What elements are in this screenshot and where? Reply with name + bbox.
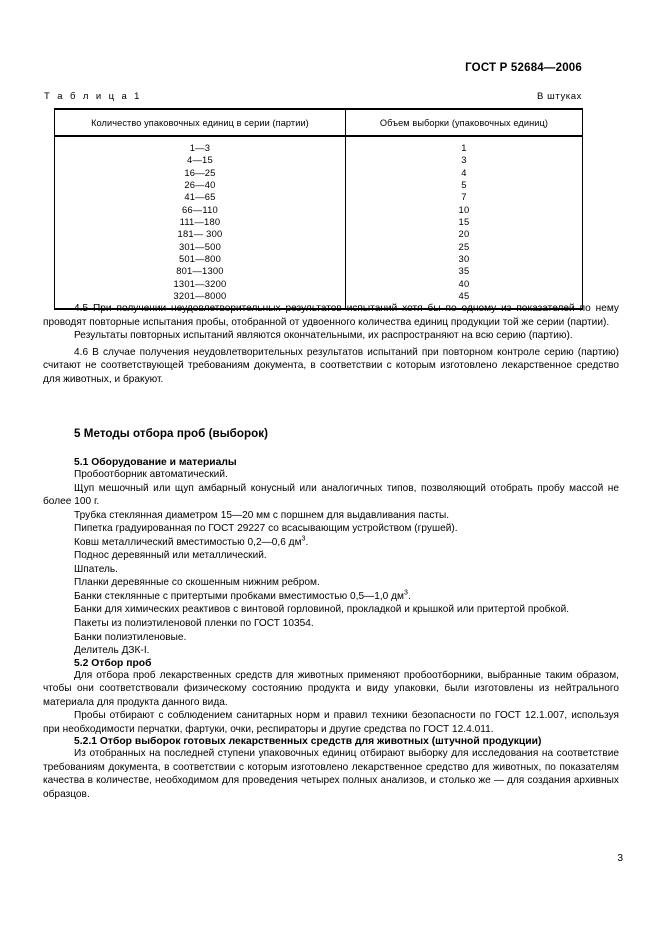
equipment-item-5-suffix: .: [305, 536, 309, 548]
table-row: [55, 216, 583, 228]
clause-5-2-paragraph-a: Для отбора проб лекарственных средств для животных применяют пробоотборники, выбранные таким образом, чтобы они соответствовали физическому состоянию продукта и виду упаковки, были изготовлены из нейтрального материала для продукта данного вида.: [43, 669, 619, 708]
table-cell-lot-size: 41—65: [55, 191, 346, 203]
table-cell-lot-size: 801—1300: [55, 265, 346, 277]
table-header-row: [55, 109, 583, 136]
equipment-item-9-text: Банки стеклянные с притертыми пробками вместимостью 0,5—1,0 дм: [74, 590, 404, 602]
table-cell-sample-size: 5: [345, 179, 582, 191]
equipment-item-11: Пакеты из полиэтиленовой пленки по ГОСТ 10354.: [74, 618, 314, 630]
equipment-item-5-text: Ковш металлический вместимостью 0,2—0,6 дм: [74, 536, 302, 548]
table-row: [55, 136, 583, 154]
subsection-5-2-heading: 5.2 Отбор проб: [74, 657, 152, 669]
table-row: [55, 204, 583, 216]
standard-identifier: ГОСТ Р 52684—2006: [465, 62, 582, 74]
table-cell-sample-size: 7: [345, 191, 582, 203]
subsection-5-1-block: [43, 457, 619, 802]
equipment-item-9-suffix: .: [407, 590, 411, 602]
table-cell-sample-size: 4: [345, 167, 582, 179]
table-cell-sample-size: 10: [345, 204, 582, 216]
table-row: [55, 241, 583, 253]
table-cell-lot-size: 301—500: [55, 241, 346, 253]
page-number: 3: [617, 853, 623, 864]
equipment-item-13: Делитель ДЗК-I.: [74, 645, 150, 657]
clause-4-5-paragraph: 4.5 При получении неудовлетворительных результатов испытаний хотя бы по одному из показателей по нему проводят повторные испытания пробы, отобранной от удвоенного количества единиц продукции той же серии (партии).: [43, 303, 619, 328]
equipment-item-1: Пробоотборник автоматический.: [74, 469, 228, 480]
cubic-decimeter-exponent: 3: [301, 535, 306, 543]
equipment-item-6: Поднос деревянный или металлический.: [74, 550, 267, 562]
table-cell-sample-size: 35: [345, 265, 582, 277]
equipment-item-8: Планки деревянные со скошенным нижним ребром.: [74, 577, 320, 589]
table-row: [55, 253, 583, 265]
table-cell-sample-size: 30: [345, 253, 582, 265]
equipment-item-5: [43, 536, 619, 550]
clause-5-2-1-paragraph: Из отобранных на последней ступени упаковочных единиц отбирают выборку для исследования на соответствие требованиям документа, в соответствии с которым изготовлено лекарственное средство для животных, по показателям качества в количестве, необходимом для проведения четырех полных анализов, и столько же — для создания архивных образцов.: [43, 748, 619, 801]
table-cell-lot-size: 181— 300: [55, 228, 346, 240]
table-cell-lot-size: 26—40: [55, 179, 346, 191]
table-cell-lot-size: 1—3: [55, 136, 346, 154]
sampling-table: [54, 108, 583, 310]
clause-4-5-second-paragraph: Результаты повторных испытаний являются окончательными, их распространяют на всю серию (партию).: [74, 330, 573, 342]
equipment-item-12: Банки полиэтиленовые.: [74, 631, 187, 643]
table-cell-sample-size: 1: [345, 136, 582, 154]
cubic-decimeter-exponent-2: 3: [404, 589, 408, 597]
equipment-item-4: Пипетка градуированная по ГОСТ 29227 со всасывающим устройством (грушей).: [74, 523, 458, 535]
table-cell-sample-size: 20: [345, 228, 582, 240]
table-caption: Т а б л и ц а 1: [44, 91, 142, 102]
table-cell-lot-size: 16—25: [55, 167, 346, 179]
equipment-item-3: Трубка стеклянная диаметром 15—20 мм с поршнем для выдавливания пасты.: [74, 509, 450, 521]
subsection-5-1-heading: 5.1 Оборудование и материалы: [74, 457, 237, 468]
table-head: [55, 109, 583, 136]
clause-5-2-paragraph-b: Пробы отбирают с соблюдением санитарных норм и правил техники безопасности по ГОСТ 12.1.007, используя при необходимости перчатки, фартуки, очки, респираторы и другие средства по ГОСТ 12.4.011.: [43, 710, 619, 735]
subsection-5-2-1-heading: 5.2.1 Отбор выборок готовых лекарственных средств для животных (штучной продукции): [74, 736, 542, 748]
table-cell-lot-size: 501—800: [55, 253, 346, 265]
table-cell-lot-size: 4—15: [55, 154, 346, 166]
table-cell-lot-size: 111—180: [55, 216, 346, 228]
table-row: [55, 265, 583, 277]
table-cell-sample-size: 40: [345, 278, 582, 290]
table-row: [55, 228, 583, 240]
table-row: [55, 154, 583, 166]
equipment-item-2: Щуп мешочный или щуп амбарный конусный или аналогичных типов, позволяющий отобрать пробу массой не более 100 г.: [43, 482, 619, 508]
equipment-item-9: [43, 590, 619, 604]
table-row: [55, 191, 583, 203]
table-column-header-sample-size: Объем выборки (упаковочных единиц): [345, 109, 582, 136]
section-5-heading: 5 Методы отбора проб (выборок): [74, 427, 269, 440]
table-units-note: В штуках: [536, 91, 582, 102]
table-cell-sample-size: 25: [345, 241, 582, 253]
table-cell-sample-size: 45: [345, 290, 582, 309]
sampling-table-wrapper: [54, 108, 583, 310]
clause-4-block: [43, 302, 619, 386]
equipment-item-7: Шпатель.: [74, 563, 119, 575]
table-column-header-lot-size: Количество упаковочных единиц в серии (партии): [55, 109, 346, 136]
table-row: [55, 179, 583, 191]
table-cell-lot-size: 66—110: [55, 204, 346, 216]
table-cell-lot-size: 3201—8000: [55, 290, 346, 309]
equipment-item-10: Банки для химических реактивов с винтовой горловиной, прокладкой и крышкой или притертой пробкой.: [74, 604, 570, 616]
clause-4-6-paragraph: 4.6 В случае получения неудовлетворительных результатов испытаний при повторном контроле серию (партию) считают не соответствующей требованиям документа, в соответствии с которым изготовлено лекарственное средство для животных, и бракуют.: [43, 346, 619, 385]
table-body: [55, 136, 583, 309]
section-5-heading-block: [43, 427, 619, 440]
table-cell-sample-size: 3: [345, 154, 582, 166]
table-cell-sample-size: 15: [345, 216, 582, 228]
table-row: [55, 167, 583, 179]
table-cell-lot-size: 1301—3200: [55, 278, 346, 290]
table-row: [55, 278, 583, 290]
